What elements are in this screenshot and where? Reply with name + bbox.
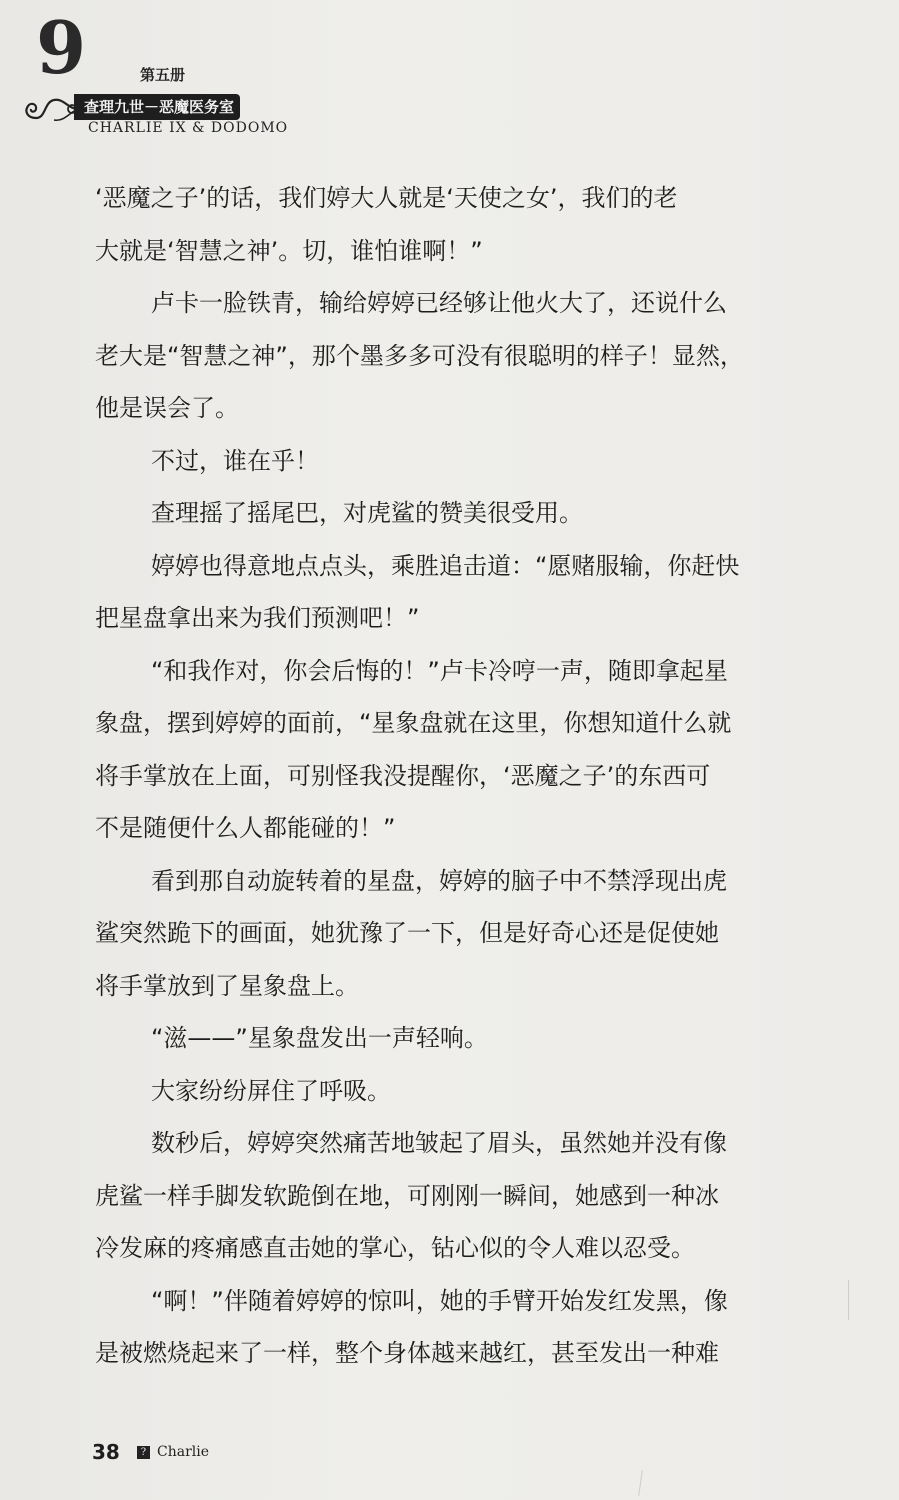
text-line: 把星盘拿出来为我们预测吧！” — [95, 604, 420, 632]
page-body-text — [95, 172, 840, 1380]
text-line: 不是随便什么人都能碰的！” — [95, 814, 396, 842]
book-subtitle: CHARLIE IX & DODOMO — [88, 120, 289, 136]
text-line: 将手掌放在上面，可别怪我没提醒你，‘恶魔之子’的东西可 — [95, 761, 711, 790]
page-footer — [92, 1440, 209, 1470]
series-number: 9 — [36, 5, 87, 90]
footer-logo-text: Charlie — [157, 1444, 210, 1460]
text-line: 大家纷纷屏住了呼吸。 — [151, 1076, 391, 1105]
scan-mark — [638, 1470, 643, 1496]
book-title-bar: 查理九世－恶魔医务室 — [74, 94, 240, 120]
text-line: ‘恶魔之子’的话，我们婷大人就是‘天使之女’，我们的老 — [95, 184, 678, 212]
text-line: 大就是‘智慧之神’。切，谁怕谁啊！” — [95, 236, 483, 265]
text-line: 他是误会了。 — [95, 394, 239, 422]
text-line: 冷发麻的疼痛感直击她的掌心，钻心似的令人难以忍受。 — [95, 1234, 695, 1262]
volume-label: 第五册 — [140, 66, 186, 84]
text-line: “啊！”伴随着婷婷的惊叫，她的手臂开始发红发黑，像 — [151, 1286, 728, 1315]
text-line: 不过，谁在乎！ — [151, 446, 319, 475]
text-line: 将手掌放到了星象盘上。 — [95, 971, 359, 1000]
text-line: 查理摇了摇尾巴，对虎鲨的赞美很受用。 — [151, 499, 583, 527]
text-line: 数秒后，婷婷突然痛苦地皱起了眉头，虽然她并没有像 — [151, 1129, 727, 1157]
text-line: 看到那自动旋转着的星盘，婷婷的脑子中不禁浮现出虎 — [151, 866, 727, 895]
scan-mark — [848, 1280, 849, 1320]
text-line: 虎鲨一样手脚发软跪倒在地，可刚刚一瞬间，她感到一种冰 — [95, 1181, 719, 1210]
ornament-swirl-icon — [20, 92, 82, 126]
text-line: 鲨突然跪下的画面，她犹豫了一下，但是好奇心还是促使她 — [95, 919, 719, 947]
text-line: “滋——”星象盘发出一声轻响。 — [151, 1024, 488, 1052]
text-line: 婷婷也得意地点点头，乘胜追击道：“愿赌服输，你赶快 — [151, 551, 740, 580]
charlie-logo-icon: ? — [137, 1446, 150, 1459]
text-line: 卢卡一脸铁青，输给婷婷已经够让他火大了，还说什么 — [151, 289, 727, 317]
text-line: 是被燃烧起来了一样，整个身体越来越红，甚至发出一种难 — [95, 1339, 719, 1367]
text-line: “和我作对，你会后悔的！”卢卡冷哼一声，随即拿起星 — [151, 656, 728, 685]
text-line: 象盘，摆到婷婷的面前，“星象盘就在这里，你想知道什么就 — [95, 709, 732, 737]
page-number: 38 — [92, 1440, 120, 1464]
text-line: 老大是“智慧之神”，那个墨多多可没有很聪明的样子！显然， — [95, 341, 744, 370]
running-header — [20, 5, 320, 140]
